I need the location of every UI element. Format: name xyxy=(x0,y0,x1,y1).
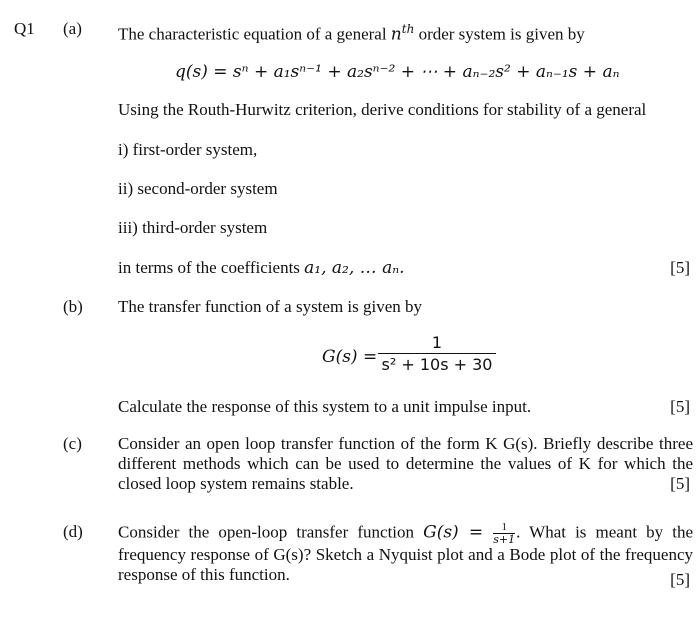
transfer-function-lhs: G(s) = xyxy=(322,347,378,367)
part-c-text: Consider an open loop transfer function of the form K G(s). Briefly describe three different methods which can be used to determine the values of K for which the closed loop system remains stable. xyxy=(118,434,693,493)
characteristic-equation: q(s) = sⁿ + a₁sⁿ⁻¹ + a₂sⁿ⁻² + ⋯ + aₙ₋₂s² + aₙ₋₁s + aₙ xyxy=(175,62,620,82)
part-b-label: (b) xyxy=(63,297,83,316)
part-a-instruction: Using the Routh-Hurwitz criterion, derive conditions for stability of a general xyxy=(118,100,647,119)
part-a-marks: [5] xyxy=(670,258,690,277)
part-b-marks: [5] xyxy=(670,397,690,416)
part-d-label: (d) xyxy=(63,522,83,541)
part-b-intro: The transfer function of a system is given by xyxy=(118,297,423,316)
list-item-third-order: iii) third-order system xyxy=(118,218,268,237)
transfer-function-fraction xyxy=(378,333,496,376)
part-b-task: Calculate the response of this system to a unit impulse input. xyxy=(118,397,532,416)
part-a-coefficients: in terms of the coefficients a₁, a₂, … aₙ. xyxy=(118,258,405,278)
transfer-function-denominator: s² + 10s + 30 xyxy=(381,355,493,374)
part-d-tf-lhs: G(s) = xyxy=(423,522,484,543)
part-c-marks: [5] xyxy=(670,474,690,493)
list-item-first-order: i) first-order system, xyxy=(118,140,258,159)
question-number: Q1 xyxy=(14,19,35,38)
list-item-second-order: ii) second-order system xyxy=(118,179,278,198)
part-c-label: (c) xyxy=(63,434,82,453)
part-d-text: Consider the open-loop transfer function G(s) = $\frac{1}{s+1}$ . What is meant by the frequency response of G(s)? Sketch a Nyquist plot and a Bode plot of the frequency response of this function. xyxy=(118,521,693,584)
part-d-tf-numerator: 1 xyxy=(493,522,515,534)
part-d-tf-fraction xyxy=(493,522,515,545)
part-a-label: (a) xyxy=(63,19,82,38)
transfer-function-numerator: 1 xyxy=(378,333,496,354)
part-d-marks: [5] xyxy=(670,570,690,589)
part-a-intro: The characteristic equation of a general $n^{th}$ order system is given by xyxy=(118,22,585,45)
part-d-tf-denominator: s+1 xyxy=(493,533,516,546)
